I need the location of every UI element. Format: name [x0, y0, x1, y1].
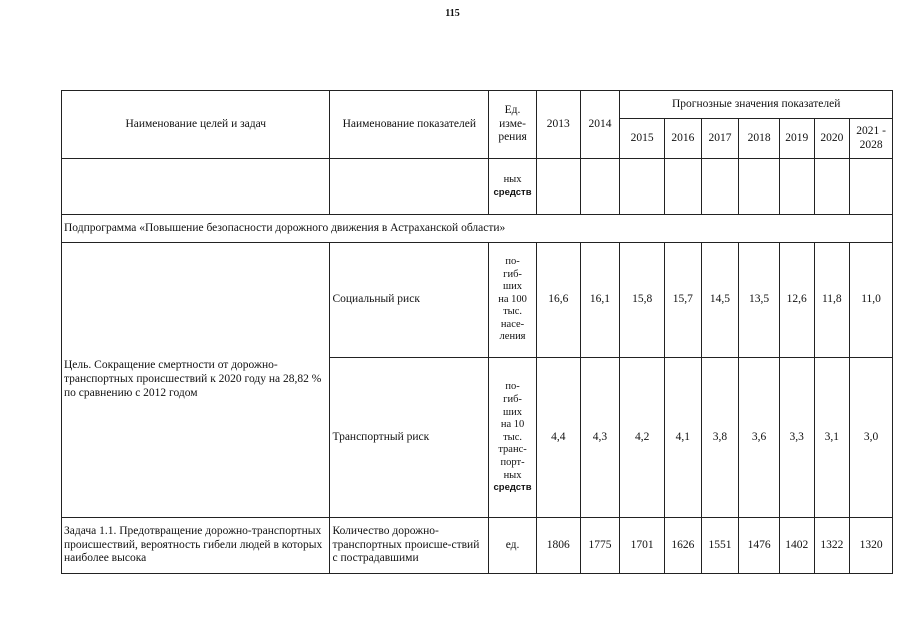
indicator-name: Социальный риск — [330, 243, 489, 358]
value-cell: 1701 — [620, 518, 665, 574]
value-cell: 14,5 — [701, 243, 739, 358]
value-cell: 1476 — [739, 518, 780, 574]
task-indicator: Количество дорожно-транспортных происше-ствий с пострадавшими — [330, 518, 489, 574]
value-cell: 11,8 — [814, 243, 850, 358]
continuation-cell — [701, 159, 739, 215]
value-cell: 4,2 — [620, 358, 665, 518]
value-cell: 4,3 — [580, 358, 620, 518]
unit-line: гиб- — [503, 394, 522, 406]
value-cell: 1322 — [814, 518, 850, 574]
continuation-cell — [580, 159, 620, 215]
value-cell: 15,8 — [620, 243, 665, 358]
unit-line: средств — [493, 482, 532, 494]
header-forecast: Прогнозные значения показателей — [620, 91, 893, 119]
value-cell: 3,0 — [850, 358, 893, 518]
value-cell: 4,1 — [665, 358, 702, 518]
task-unit: ед. — [489, 518, 537, 574]
indicator-unit — [489, 243, 537, 358]
continuation-cell — [330, 159, 489, 215]
header-unit: Ед. изме-рения — [489, 91, 537, 159]
value-cell: 1806 — [536, 518, 580, 574]
value-cell: 3,3 — [779, 358, 814, 518]
value-cell: 16,1 — [580, 243, 620, 358]
unit-line: по- — [505, 381, 520, 393]
unit-line: ших — [503, 281, 523, 293]
value-cell: 4,4 — [536, 358, 580, 518]
continuation-unit-line: средств — [493, 186, 532, 198]
goal-cell: Цель. Сокращение смертности от дорожно-транспортных происшествий к 2020 году на 28,82 % по сравнению с 2012 годом — [62, 243, 330, 518]
unit-line: по- — [505, 255, 520, 267]
indicators-table — [61, 90, 893, 574]
unit-line: транс- — [498, 444, 527, 456]
continuation-cell — [665, 159, 702, 215]
continuation-cell — [779, 159, 814, 215]
unit-line: тыс. — [503, 431, 522, 443]
continuation-unit-line: ных — [503, 173, 522, 185]
task-cell: Задача 1.1. Предотвращение дорожно-транспортных происшествий, вероятность гибели людей в которых наиболее высока — [62, 518, 330, 574]
header-year-2013: 2013 — [536, 91, 580, 159]
header-year-2015: 2015 — [620, 119, 665, 159]
header-goals-tasks: Наименование целей и задач — [62, 91, 330, 159]
page-number: 115 — [445, 8, 460, 19]
header-year-2018: 2018 — [739, 119, 780, 159]
value-cell: 16,6 — [536, 243, 580, 358]
value-cell: 1402 — [779, 518, 814, 574]
continuation-cell — [814, 159, 850, 215]
continuation-cell — [62, 159, 330, 215]
value-cell: 3,1 — [814, 358, 850, 518]
unit-line: гиб- — [503, 268, 522, 280]
continuation-cell — [850, 159, 893, 215]
continuation-unit — [489, 159, 537, 215]
indicator-name: Транспортный риск — [330, 358, 489, 518]
value-cell: 11,0 — [850, 243, 893, 358]
unit-line: на 100 — [498, 293, 527, 305]
value-cell: 3,8 — [701, 358, 739, 518]
header-year-2017: 2017 — [701, 119, 739, 159]
unit-line: насе- — [500, 318, 525, 330]
header-year-2016: 2016 — [665, 119, 702, 159]
value-cell: 3,6 — [739, 358, 780, 518]
value-cell: 13,5 — [739, 243, 780, 358]
unit-line: ных — [503, 469, 522, 481]
header-year-2014: 2014 — [580, 91, 620, 159]
header-year-2021-2028: 2021 - 2028 — [850, 119, 893, 159]
value-cell: 1551 — [701, 518, 739, 574]
value-cell: 12,6 — [779, 243, 814, 358]
unit-line: порт- — [500, 456, 525, 468]
header-indicators: Наименование показателей — [330, 91, 489, 159]
continuation-cell — [739, 159, 780, 215]
value-cell: 15,7 — [665, 243, 702, 358]
value-cell: 1626 — [665, 518, 702, 574]
value-cell: 1320 — [850, 518, 893, 574]
header-year-2020: 2020 — [814, 119, 850, 159]
unit-line: на 10 — [500, 419, 525, 431]
continuation-cell — [620, 159, 665, 215]
header-year-2019: 2019 — [779, 119, 814, 159]
unit-line: ших — [503, 406, 523, 418]
indicator-unit — [489, 358, 537, 518]
unit-line: ления — [499, 331, 526, 343]
value-cell: 1775 — [580, 518, 620, 574]
subprogram-title: Подпрограмма «Повышение безопасности дорожного движения в Астраханской области» — [62, 215, 893, 243]
unit-line: тыс. — [503, 306, 522, 318]
continuation-cell — [536, 159, 580, 215]
